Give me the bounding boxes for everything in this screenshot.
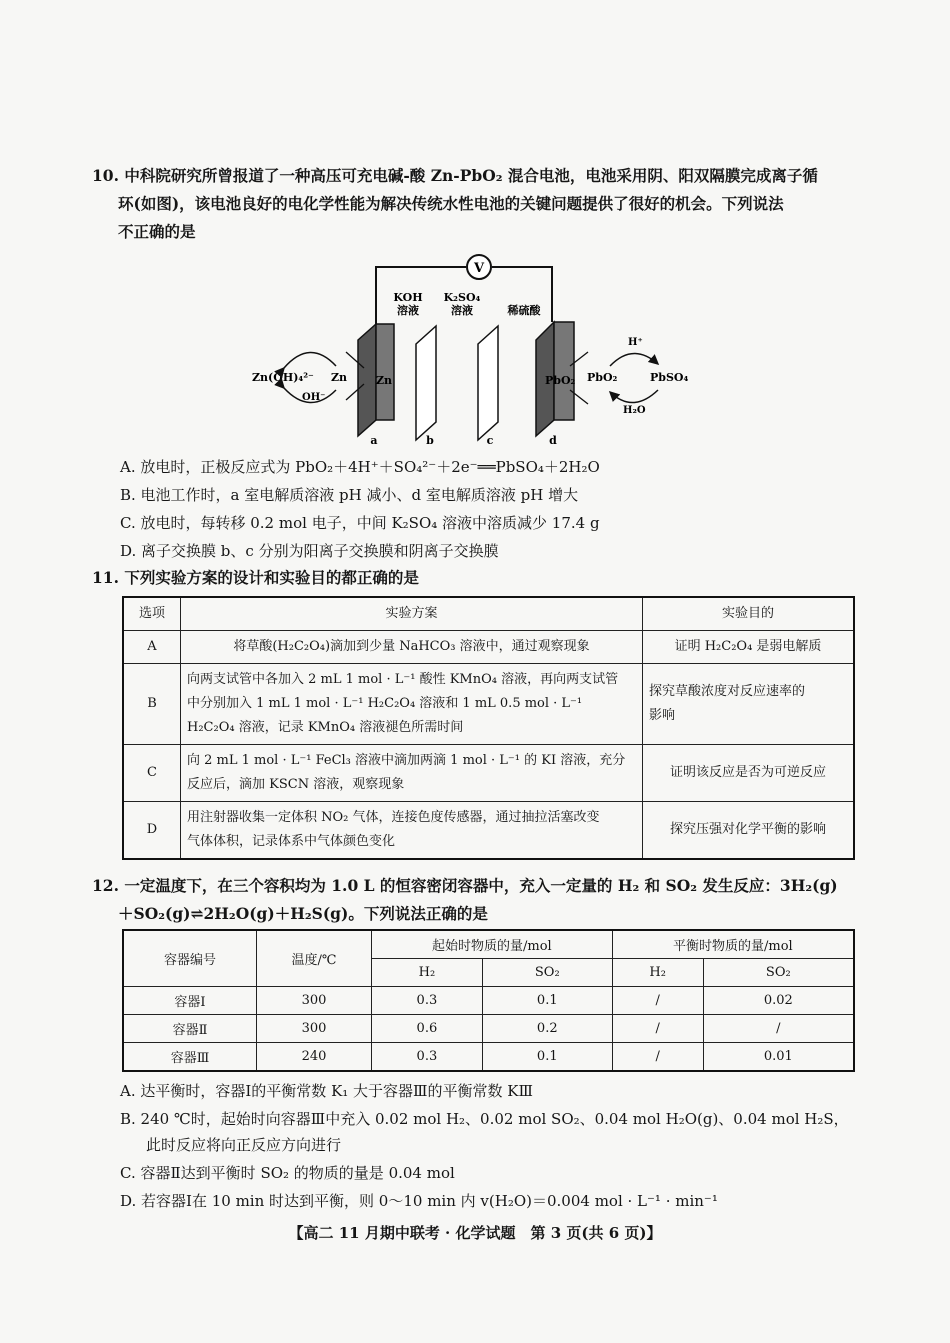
table-row (123, 1043, 854, 1072)
plan-line: 中分别加入 1 mL 1 mol · L⁻¹ H₂C₂O₄ 溶液和 1 mL 0.5 mol · L⁻¹ (187, 696, 583, 711)
q12-table (122, 929, 855, 1072)
row-option: C (123, 745, 181, 802)
q10-option-a: A. 放电时，正极反应式为 PbO₂＋4H⁺＋SO₄²⁻＋2e⁻══PbSO₄＋2H₂O (120, 458, 600, 476)
header-equilibrium: 平衡时物质的量/mol (612, 930, 854, 959)
row-option: B (123, 664, 181, 745)
row-goal (643, 631, 855, 664)
table-row (123, 745, 854, 802)
goal-line: 证明 H₂C₂O₄ 是弱电解质 (674, 639, 822, 654)
cell: 容器Ⅰ (123, 987, 257, 1015)
cell: / (612, 1015, 703, 1043)
q10-option-c: C. 放电时，每转移 0.2 mol 电子，中间 K₂SO₄ 溶液中溶质减少 17.4 g (120, 514, 600, 532)
proton-label: H⁺ (628, 337, 643, 348)
q10-line3: 不正确的是 (118, 222, 196, 241)
table-header-row (123, 930, 854, 959)
plan-line: 向两支试管中各加入 2 mL 1 mol · L⁻¹ 酸性 KMnO₄ 溶液，再向两支试管 (187, 672, 619, 687)
cell: 0.1 (482, 1043, 612, 1072)
cell: 0.02 (703, 987, 854, 1015)
table-row (123, 1015, 854, 1043)
plan-line: 气体体积，记录体系中气体颜色变化 (187, 834, 396, 849)
chamber-label-d: d (549, 434, 557, 447)
table-row (123, 802, 854, 860)
row-goal (643, 664, 855, 745)
q10-option-d: D. 离子交换膜 b、c 分别为阳离子交换膜和阴离子交换膜 (120, 542, 499, 560)
header-temp: 温度/℃ (257, 930, 372, 987)
goal-line: 探究压强对化学平衡的影响 (669, 822, 826, 837)
q12-option-a: A. 达平衡时，容器Ⅰ的平衡常数 K₁ 大于容器Ⅲ的平衡常数 KⅢ (120, 1082, 533, 1100)
header-initial-so2: SO₂ (482, 959, 612, 987)
q12-option-c: C. 容器Ⅱ达到平衡时 SO₂ 的物质的量是 0.04 mol (120, 1164, 455, 1182)
table-header-row (123, 597, 854, 631)
q12-option-d: D. 若容器Ⅰ在 10 min 时达到平衡，则 0～10 min 内 v(H₂O)＝0.004 mol · L⁻¹ · min⁻¹ (120, 1192, 718, 1210)
cell: 300 (257, 987, 372, 1015)
row-option: A (123, 631, 181, 664)
q12-option-b-cont: 此时反应将向正反应方向进行 (146, 1136, 342, 1154)
q10-line1: 10. 中科院研究所曾报道了一种高压可充电碱-酸 Zn-PbO₂ 混合电池，电池采用阴、阳双隔膜完成离子循 (92, 166, 818, 185)
cell: / (703, 1015, 854, 1043)
cell: 0.01 (703, 1043, 854, 1072)
plan-line: 向 2 mL 1 mol · L⁻¹ FeCl₃ 溶液中滴加两滴 1 mol · L⁻¹ 的 KI 溶液，充分 (187, 753, 626, 768)
cell: 240 (257, 1043, 372, 1072)
row-plan (181, 631, 643, 664)
goal-line: 影响 (649, 708, 676, 723)
right-cycle-arrow-bottom (610, 390, 658, 403)
k2so4-solution-label: 溶液 (451, 304, 473, 317)
chamber-label-b: b (426, 434, 434, 447)
chamber-label-c: c (486, 434, 494, 447)
q12-line2: ＋SO₂(g)⇌2H₂O(g)＋H₂S(g)。下列说法正确的是 (118, 904, 488, 923)
table-row (123, 631, 854, 664)
cell: 容器Ⅱ (123, 1015, 257, 1043)
page-footer: 【高二 11 月期中联考 · 化学试题 第 3 页(共 6 页)】 (288, 1224, 662, 1242)
row-goal (643, 802, 855, 860)
header-goal: 实验目的 (643, 597, 855, 631)
header-initial: 起始时物质的量/mol (372, 930, 613, 959)
header-option: 选项 (123, 597, 181, 631)
header-eq-h2: H₂ (612, 959, 703, 987)
row-plan (181, 745, 643, 802)
plan-line: 将草酸(H₂C₂O₄)滴加到少量 NaHCO₃ 溶液中，通过观察现象 (233, 639, 590, 654)
zn-plate-label: Zn (376, 374, 393, 387)
k2so4-label: K₂SO₄ (443, 291, 481, 304)
water-label: H₂O (623, 405, 646, 416)
cell: / (612, 1043, 703, 1072)
q10-option-b: B. 电池工作时，a 室电解质溶液 pH 减小、d 室电解质溶液 pH 增大 (120, 486, 579, 504)
row-option: D (123, 802, 181, 860)
cell: 容器Ⅲ (123, 1043, 257, 1072)
zn-electrode (358, 324, 376, 436)
pbso4-label: PbSO₄ (650, 371, 689, 384)
cell: 0.1 (482, 987, 612, 1015)
pbo2-plate-label: PbO₂ (545, 374, 576, 387)
chamber-label-a: a (370, 434, 378, 447)
zincate-label: Zn(OH)₄²⁻ (252, 371, 314, 384)
cell: / (612, 987, 703, 1015)
zn-label: Zn (331, 371, 348, 384)
cell: 0.3 (372, 987, 483, 1015)
koh-label: KOH (393, 291, 423, 304)
sulfuric-acid-label: 稀硫酸 (507, 304, 541, 317)
table-row (123, 987, 854, 1015)
row-plan (181, 664, 643, 745)
q10-stem (92, 162, 872, 246)
q11-stem: 11. 下列实验方案的设计和实验目的都正确的是 (92, 568, 419, 587)
plan-line: 用注射器收集一定体积 NO₂ 气体，连接色度传感器，通过抽拉活塞改变 (187, 810, 600, 825)
membrane-c (478, 326, 498, 440)
battery-diagram (240, 250, 710, 450)
left-cycle-arrow-top (284, 352, 336, 368)
q11-table (122, 596, 855, 860)
q12-option-b: B. 240 ℃时，起始时向容器Ⅲ中充入 0.02 mol H₂、0.02 mol SO₂、0.04 mol H₂O(g)、0.04 mol H₂S， (120, 1110, 849, 1128)
header-plan: 实验方案 (181, 597, 643, 631)
q10-line2: 环(如图)，该电池良好的电化学性能为解决传统水性电池的关键问题提供了很好的机会。下列说法 (118, 194, 784, 213)
row-plan (181, 802, 643, 860)
membrane-b (416, 326, 436, 440)
pbo2-label: PbO₂ (587, 371, 618, 384)
hydroxide-label: OH⁻ (302, 392, 326, 403)
cell: 300 (257, 1015, 372, 1043)
goal-line: 探究草酸浓度对反应速率的 (649, 684, 806, 699)
q12-stem (92, 872, 872, 928)
plan-line: H₂C₂O₄ 溶液，记录 KMnO₄ 溶液褪色所需时间 (187, 720, 464, 735)
header-container: 容器编号 (123, 930, 257, 987)
header-initial-h2: H₂ (372, 959, 483, 987)
koh-solution-label: 溶液 (397, 304, 419, 317)
row-goal (643, 745, 855, 802)
voltmeter-label: V (473, 261, 485, 276)
header-eq-so2: SO₂ (703, 959, 854, 987)
table-row (123, 664, 854, 745)
plan-line: 反应后，滴加 KSCN 溶液，观察现象 (187, 777, 405, 792)
goal-line: 证明该反应是否为可逆反应 (669, 765, 826, 780)
cell: 0.6 (372, 1015, 483, 1043)
right-cycle-arrow-top (610, 353, 658, 366)
cell: 0.3 (372, 1043, 483, 1072)
cell: 0.2 (482, 1015, 612, 1043)
q12-line1: 12. 一定温度下，在三个容积均为 1.0 L 的恒容密闭容器中，充入一定量的 H₂ 和 SO₂ 发生反应：3H₂(g) (92, 876, 838, 895)
